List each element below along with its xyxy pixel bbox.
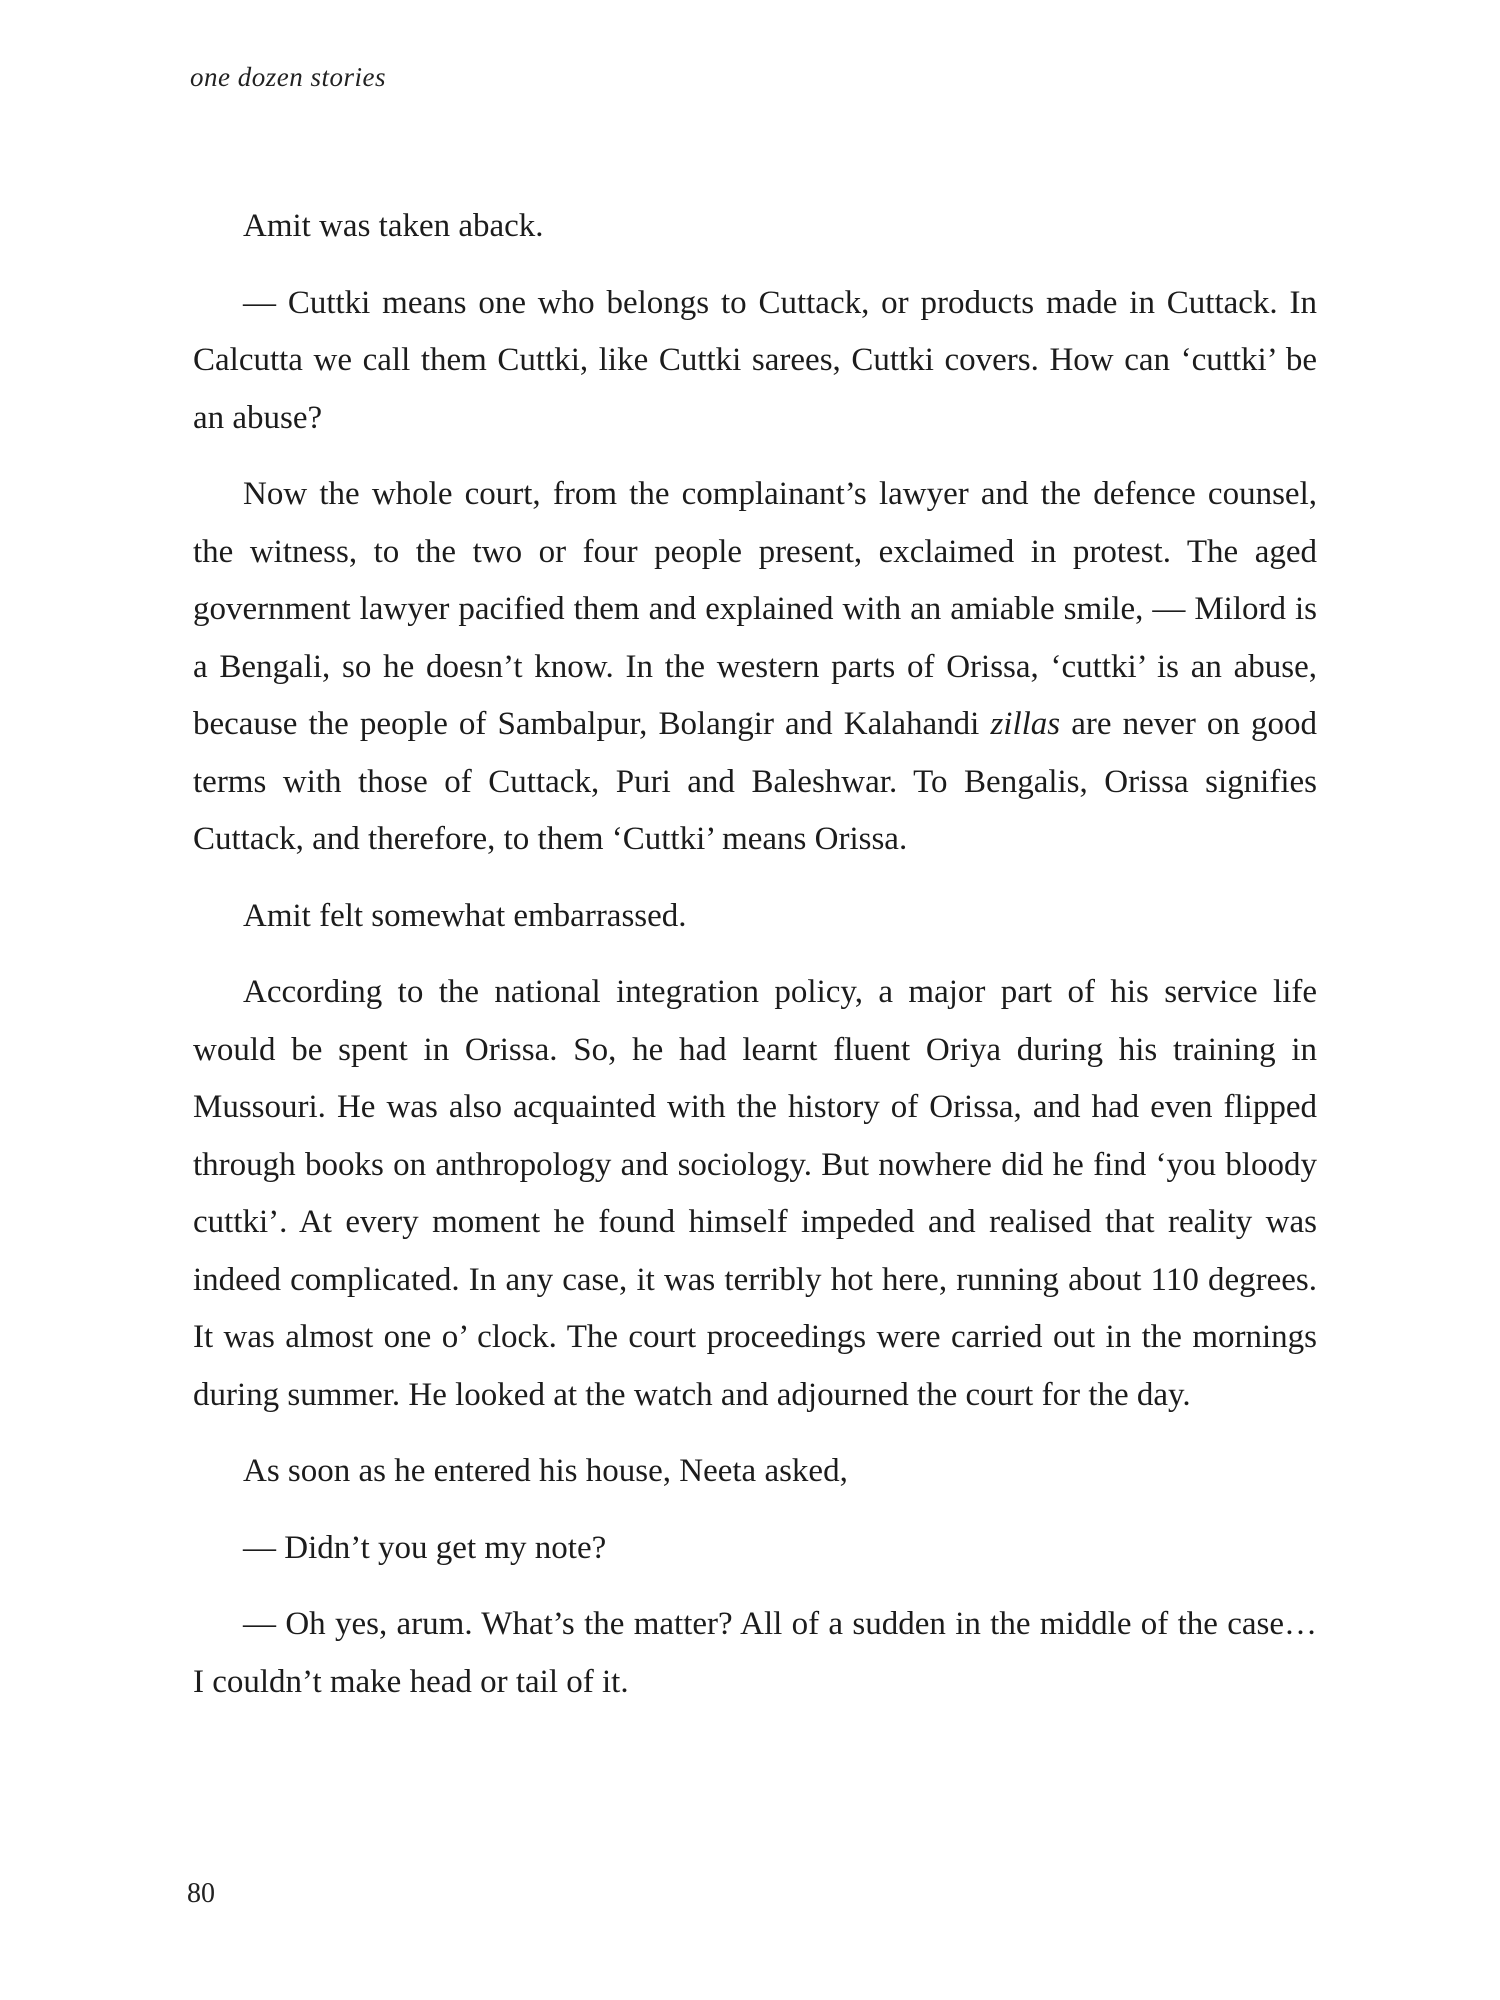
page-number: 80 (187, 1878, 215, 1909)
paragraph-text: Now the whole court, from the complainant’s lawyer and the defence counsel, the witness, to the two or four people present, exclaimed in protest. The aged government lawyer pacified them and explained with an amiable smile, — Milord is a Bengali, so he doesn’t know. In the western parts of Orissa, ‘cuttki’ is an abuse, because the people of Sambalpur, Bolangir and Kalahandi (193, 476, 1317, 742)
italic-term: zillas (990, 706, 1061, 742)
paragraph: — Oh yes, arum. What’s the matter? All of a sudden in the middle of the case… I couldn’t make head or tail of it. (193, 1606, 1317, 1700)
paragraph (193, 466, 1317, 869)
paragraph: According to the national integration policy, a major part of his service life would be spent in Orissa. So, he had learnt fluent Oriya during his training in Mussouri. He was also acquainted with the history of Orissa, and had even flipped through books on anthropology and sociology. But nowhere did he find ‘you bloody cuttki’. At every moment he found himself impeded and realised that reality was indeed complicated. In any case, it was terribly hot here, running about 110 degrees. It was almost one o’ clock. The court proceedings were carried out in the mornings during summer. He looked at the watch and adjourned the court for the day. (193, 974, 1317, 1413)
page-body (193, 198, 1317, 1730)
running-head: one dozen stories (190, 62, 386, 92)
paragraph: — Cuttki means one who belongs to Cuttack, or products made in Cuttack. In Calcutta we call them Cuttki, like Cuttki sarees, Cuttki covers. How can ‘cuttki’ be an abuse? (193, 284, 1317, 436)
paragraph: As soon as he entered his house, Neeta asked, (243, 1453, 848, 1489)
paragraph: Amit felt somewhat embarrassed. (243, 897, 687, 934)
paragraph-text: are never on good terms with those of Cuttack, Puri and Baleshwar. To Bengalis, Orissa signifies Cuttack, and therefore, to them ‘Cuttki’ means Orissa. (193, 706, 1318, 857)
paragraph: — Didn’t you get my note? (243, 1529, 607, 1566)
paragraph: Amit was taken aback. (243, 208, 544, 244)
